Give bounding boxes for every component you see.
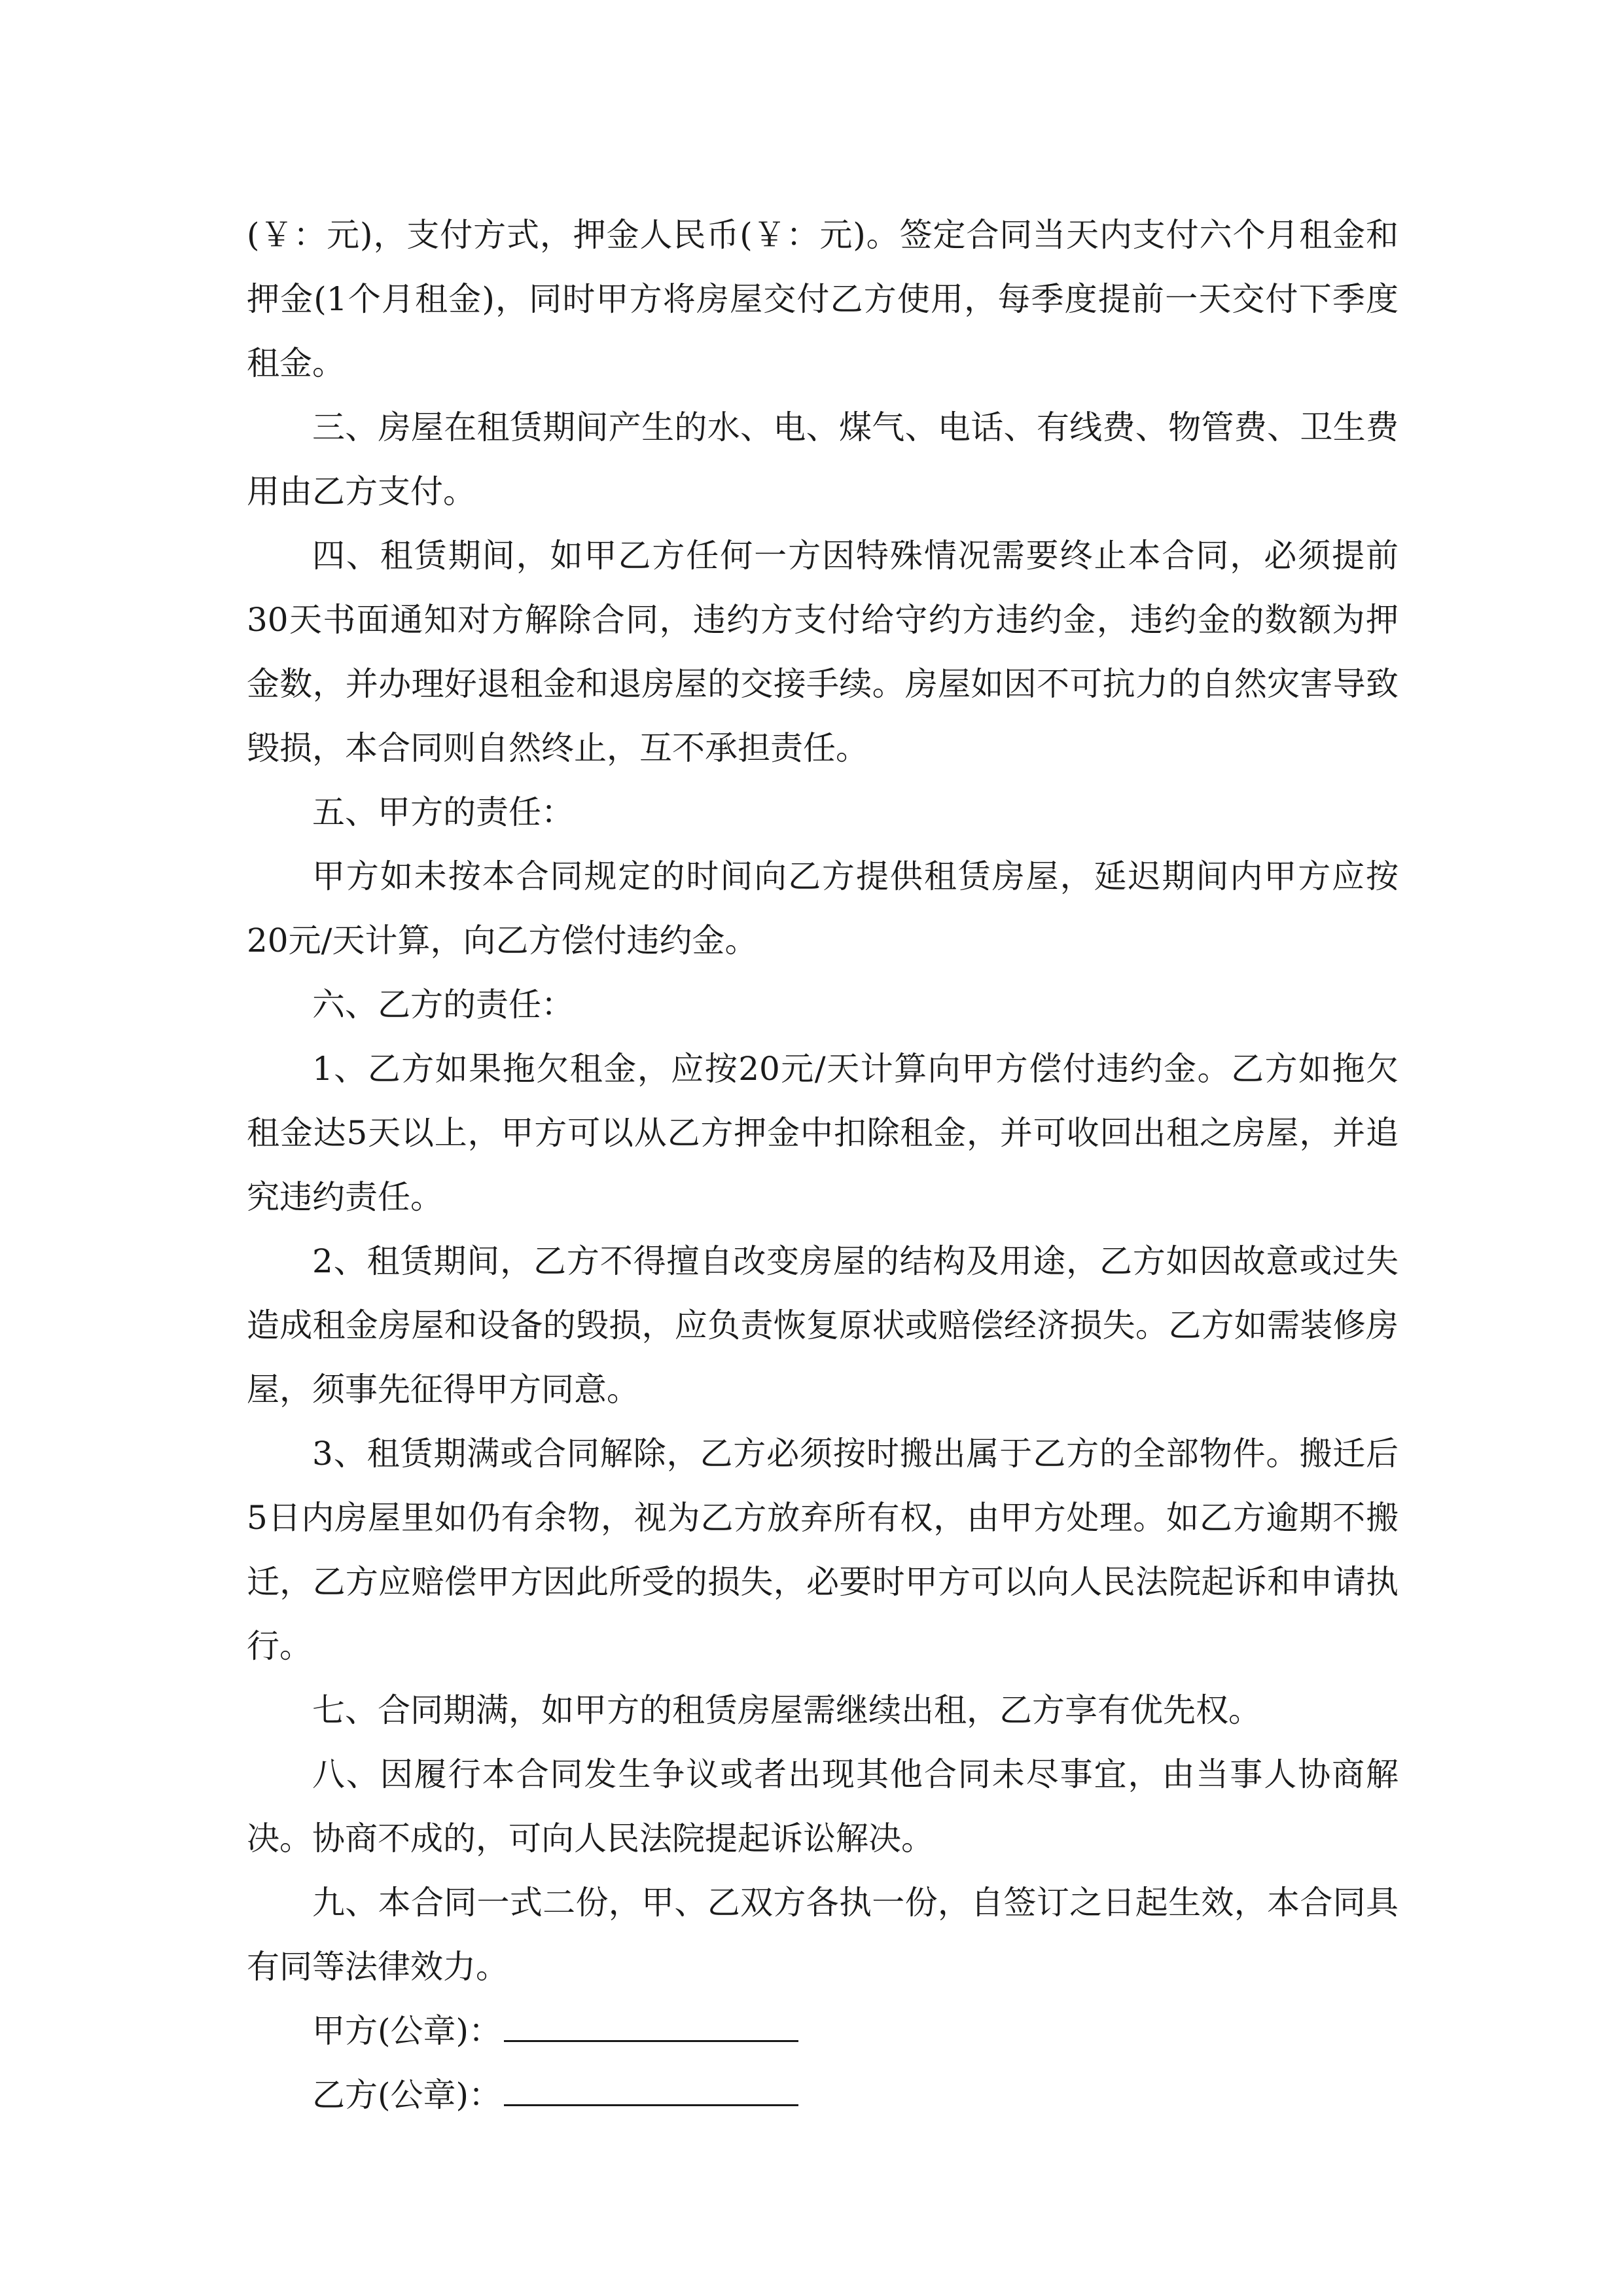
paragraph-clause-6-item-3: 3、租赁期满或合同解除，乙方必须按时搬出属于乙方的全部物件。搬迁后5日内房屋里如仍有余物，视为乙方放弃所有权，由甲方处理。如乙方逾期不搬迁，乙方应赔偿甲方因此所受的损失，必要时甲方可以向人民法院起诉和申请执行。 xyxy=(247,1435,1399,1665)
signature-party-b xyxy=(247,2063,1399,2127)
paragraph-clause-4-termination: 四、租赁期间，如甲乙方任何一方因特殊情况需要终止本合同，必须提前30天书面通知对方解除合同，违约方支付给守约方违约金，违约金的数额为押金数，并办理好退租金和退房屋的交接手续。房屋如因不可抗力的自然灾害导致毁损，本合同则自然终止，互不承担责任。 xyxy=(247,537,1399,767)
paragraph-clause-5-party-a-duty: 甲方如未按本合同规定的时间向乙方提供租赁房屋，延迟期间内甲方应按20元/天计算，向乙方偿付违约金。 xyxy=(247,857,1399,960)
paragraph-clause-3-utilities: 三、房屋在租赁期间产生的水、电、煤气、电话、有线费、物管费、卫生费用由乙方支付。 xyxy=(247,408,1399,511)
signature-party-a xyxy=(247,1999,1399,2063)
paragraph-rent-payment: (￥：元)，支付方式，押金人民币(￥：元)。签定合同当天内支付六个月租金和押金(1个月租金)，同时甲方将房屋交付乙方使用，每季度提前一天交付下季度租金。 xyxy=(247,216,1399,382)
paragraph-clause-9-copies: 九、本合同一式二份，甲、乙双方各执一份，自签订之日起生效，本合同具有同等法律效力。 xyxy=(247,1884,1399,1986)
paragraph-clause-8-disputes: 八、因履行本合同发生争议或者出现其他合同未尽事宜，由当事人协商解决。协商不成的，可向人民法院提起诉讼解决。 xyxy=(247,1755,1399,1857)
paragraph-clause-6-item-1: 1、乙方如果拖欠租金，应按20元/天计算向甲方偿付违约金。乙方如拖欠租金达5天以上，甲方可以从乙方押金中扣除租金，并可收回出租之房屋，并追究违约责任。 xyxy=(247,1050,1399,1216)
signature-party-b-label: 乙方(公章)： xyxy=(312,2076,502,2114)
paragraph-clause-6-item-2: 2、租赁期间，乙方不得擅自改变房屋的结构及用途，乙方如因故意或过失造成租金房屋和设备的毁损，应负责恢复原状或赔偿经济损失。乙方如需装修房屋，须事先征得甲方同意。 xyxy=(247,1242,1399,1408)
signature-party-b-line xyxy=(504,2069,798,2106)
paragraph-clause-7-priority: 七、合同期满，如甲方的租赁房屋需继续出租，乙方享有优先权。 xyxy=(312,1691,1261,1729)
signature-party-a-line xyxy=(504,2005,798,2042)
paragraph-clause-6-heading: 六、乙方的责任： xyxy=(312,986,574,1024)
signature-party-a-label: 甲方(公章)： xyxy=(312,2012,502,2050)
contract-body xyxy=(247,203,1399,2127)
paragraph-clause-5-heading: 五、甲方的责任： xyxy=(312,793,574,831)
